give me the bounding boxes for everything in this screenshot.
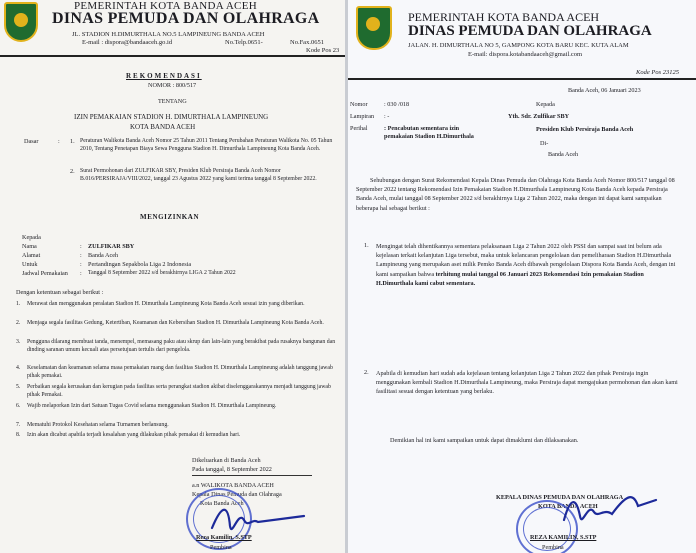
left-condition: Wajib melaporkan Izin dari Satuan Tugas Covid selama menggunakan Stadion H. Dimurthala Lampineung. xyxy=(27,403,277,409)
left-signer-name: Reza Kamilin, S.STP xyxy=(196,534,252,541)
left-field-value: Tanggal 8 September 2022 s/d berakhirnya LIGA 2 Tahun 2022 xyxy=(88,270,236,276)
left-condition: Pengguna dilarang membuat tanda, menempel, memasang paku atau skrup dan lain-lain yang berakibat pada rusaknya bangunan dan dinding saranan umum kecuali atas persetujuan tertulis dari pengelola. xyxy=(27,339,336,353)
left-field-label: Untuk xyxy=(22,261,38,268)
right-perihal-value: : Pencabutan sementara izin pemakaian Stadion H.Dimurthala xyxy=(384,125,474,141)
left-condition-num: 2. xyxy=(16,320,21,326)
left-signer-role3: Kota Banda Aceh xyxy=(200,500,244,507)
left-dasar-num2: 2. xyxy=(70,168,75,175)
left-condition: Izin akan dicabut apabila terjadi kesalahan yang dilakukan pihak pemakai di kemudian hari. xyxy=(27,432,241,438)
left-condition-num: 3. xyxy=(16,339,21,345)
left-condition-num: 7. xyxy=(16,422,21,428)
left-dasar-item1: Peraturan Walikota Banda Aceh Nomor 25 Tahun 2011 Tentang Perubahan Peraturan Walikota No. 05 Tahun 2010, Tentang Penetapan Biaya Sewa Pengguna Stadion H. Dimurthala Lampineung Kota Banda Aceh. xyxy=(80,138,333,152)
right-di-label: Di- xyxy=(540,140,549,147)
left-dasar-item2: Surat Permohonan dari ZULFIKAR SBY, Presiden Klub Persiraja Banda Aceh Nomor B.016/PERSIRAJA/VIII/2022, tanggal 23 Agustus 2022 yang kami terima tanggal 8 September 2022. xyxy=(80,168,317,182)
right-header-line2: DINAS PEMUDA DAN OLAHRAGA xyxy=(408,23,652,39)
right-lampiran-value: : - xyxy=(384,113,390,120)
left-header-fax: No.Fax.0651 xyxy=(290,39,324,46)
left-field-value: Pertandingan Sepakbola Liga 2 Indonesia xyxy=(88,261,192,268)
left-condition: Perbaikan segala kerusakan dan kerugian pada fasilitas serta perangkat stadion akibat diselenggarakannya menjadi tanggung jawab pihak Pemakai. xyxy=(27,384,331,398)
right-nomor-label: Nomor xyxy=(350,101,368,108)
left-signer-role1: a.n WALIKOTA BANDA ACEH xyxy=(192,482,274,489)
right-date: Banda Aceh, 06 Januari 2023 xyxy=(568,87,641,94)
right-header-address: JALAN. H. DIMURTHALA NO 5, GAMPONG KOTA BARU KEC. KUTA ALAM xyxy=(408,42,629,49)
right-signer-role2: KOTA BANDA ACEH xyxy=(538,503,598,510)
left-condition-num: 6. xyxy=(16,403,21,409)
right-header-rule xyxy=(348,78,696,80)
left-subject-line2: KOTA BANDA ACEH xyxy=(130,123,196,131)
left-header-line1: PEMERINTAH KOTA BANDA ACEH xyxy=(74,0,257,12)
right-kepada-label: Kepada xyxy=(536,101,555,108)
left-condition: Keselamatan dan keamanan selama masa pemakaian ruang dan fasilitas Stadion H. Dimurthala Lampineung adalah tanggung jawab pihak pemakai. xyxy=(27,365,333,379)
left-dasar-num1: 1. xyxy=(70,138,75,145)
left-field-value: Banda Aceh xyxy=(88,252,119,259)
left-condition: Merawat dan menggunakan peralatan Stadion H. Dimurthala Lampineung Kota Banda Aceh sesuai izin yang diberikan. xyxy=(27,301,305,307)
left-field-colon: : xyxy=(80,243,82,250)
left-condition-num: 4. xyxy=(16,365,21,371)
left-header-line2: DINAS PEMUDA DAN OLAHRAGA xyxy=(52,10,320,27)
right-signer-name: REZA KAMILIN, S.STP xyxy=(530,534,597,541)
right-header-email: E-mail: dispora.kotabandaaceh@gmail.com xyxy=(468,51,583,58)
banda-aceh-crest-icon xyxy=(4,2,38,42)
left-subject-line1: IZIN PEMAKAIAN STADION H. DIMURTHALA LAMPINEUNG xyxy=(74,113,269,121)
left-header-email: E-mail : dispora@bandaaceh.go.id xyxy=(82,39,173,46)
left-header-tel: No.Telp.0651- xyxy=(225,39,263,46)
right-point-num: 1. xyxy=(364,242,369,249)
left-mengizinkan: MENGIZINKAN xyxy=(140,213,200,221)
left-date-rule xyxy=(192,475,312,476)
left-field-colon: : xyxy=(80,252,82,259)
right-signature-icon xyxy=(558,486,668,536)
left-field-colon: : xyxy=(80,261,82,268)
left-condition-num: 8. xyxy=(16,432,21,438)
left-date: Pada tanggal, 8 September 2022 xyxy=(192,466,272,473)
right-point-1-text: Mengingat telah dihentikannya sementara pelaksanaan Liga 2 Tahun 2022 oleh PSSI dan sampai saat ini belum ada kejelasan terkait kelanjutan Liga tersebut, maka untuk kelancaran pengelolaan dan pemeliharaan Stadion H.Dimurthala Lampineung yang merupakan aset milik Pemko Banda Aceh dibawah pengelolaan Dispora Kota Banda Aceh, dengan ini kami sampaikan bahwa xyxy=(376,243,676,278)
right-nomor-value: : 030 /018 xyxy=(384,101,410,108)
left-signer-rank: Pembina xyxy=(210,544,232,551)
right-recipient-role: Presiden Klub Persiraja Banda Aceh xyxy=(536,126,634,133)
right-point-1-bold: terhitung mulai tanggal 06 Januari 2023 Rekomendasi Izin pemakaian Stadion H.Dimurthala kami cabut sementara. xyxy=(376,270,644,287)
right-point-1 xyxy=(376,242,682,288)
left-conditions-intro: Dengan ketentuan sebagai berikut : xyxy=(16,289,104,296)
left-header-address: JL. STADION H.DIMURTHALA NO.5 LAMPINEUNG BANDA ACEH xyxy=(72,31,265,38)
left-condition-num: 5. xyxy=(16,384,21,390)
left-field-label: Jadwal Pemakaian xyxy=(22,270,68,277)
banda-aceh-crest-icon xyxy=(356,6,392,50)
left-place: Dikeluarkan di Banda Aceh xyxy=(192,457,261,464)
left-document xyxy=(0,0,345,553)
right-perihal-label: Perihal xyxy=(350,125,368,132)
right-lampiran-label: Lampiran xyxy=(350,113,375,120)
right-document xyxy=(348,0,696,553)
right-signer-rank: Pembina xyxy=(542,544,564,551)
left-signer-role2: Kepala Dinas Pemuda dan Olahraga xyxy=(192,491,282,498)
left-header-kodepos: Kode Pos 23 xyxy=(306,47,340,54)
right-header-line1: PEMERINTAH KOTA BANDA ACEH xyxy=(408,10,600,24)
left-kepada-label: Kepada xyxy=(22,234,41,241)
right-closing: Demikian hal ini kami sampaikan untuk dapat dimaklumi dan dilaksanakan. xyxy=(390,437,579,444)
left-field-label: Alamat xyxy=(22,252,41,259)
right-yth: Yth. Sdr. Zulfikar SBY xyxy=(508,113,570,120)
left-condition: Mematuhi Protokol Kesehatan selama Turnamen berlansung. xyxy=(27,422,169,428)
right-signer-role1: KEPALA DINAS PEMUDA DAN OLAHRAGA xyxy=(496,494,624,501)
left-title: REKOMENDASI xyxy=(126,72,202,80)
right-header-kodepos: Kode Pos 23125 xyxy=(636,69,679,76)
right-point-2: Apabila di kemudian hari sudah ada kejelasan tentang kelanjutan Liga 2 Tahun 2022 dan pihak Persiraja ingin menggunakan kembali Stadion H.Dimurthala Lampineung, maka Persiraja dapat mengajukan permohonan dan akan kami fasilitasi sesuai dengan ketentuan yang berlaku. xyxy=(376,370,678,396)
left-dasar-label: Dasar xyxy=(24,138,39,145)
left-nomor: NOMOR : 800/517 xyxy=(148,82,197,89)
right-di-value: Banda Aceh xyxy=(548,151,579,158)
left-tentang-label: TENTANG xyxy=(158,98,187,105)
left-field-value: ZULFIKAR SBY xyxy=(88,243,135,250)
left-condition: Menjaga segala fasilitas Gedung, Ketertiban, Keamanan dan Kebersihan Stadion H. Dimurthala Lampineung Kota Banda Aceh. xyxy=(27,320,324,326)
left-condition-num: 1. xyxy=(16,301,21,307)
left-dasar-colon: : xyxy=(58,138,60,145)
left-header-rule xyxy=(0,55,345,57)
left-field-label: Nama xyxy=(22,243,37,250)
right-point-num: 2. xyxy=(364,369,369,376)
left-field-colon: : xyxy=(80,270,82,277)
right-paragraph-1: Sehubungan dengan Surat Rekomendasi Kepala Dinas Pemuda dan Olahraga Kota Banda Aceh Nomor 800/517 tanggal 08 September 2022 tentang Rekomendasi Izin Pemakaian Stadion H.Dimurthala Lampineung Kota Banda Aceh kepada Persiraja Banda Aceh, mulai tanggal 08 September 2022 s/d berakhirnya Liga 2 Tahun 2022, maka dengan ini dapat kami sampaikan beberapa hal sebagai berikut : xyxy=(356,177,675,212)
